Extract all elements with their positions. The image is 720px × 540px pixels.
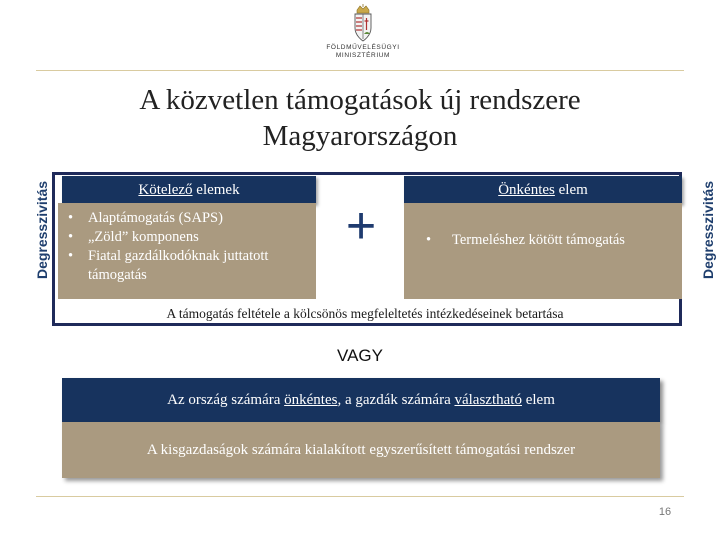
mandatory-item-green: • „Zöld” komponens bbox=[88, 228, 316, 247]
plus-icon: + bbox=[345, 197, 377, 255]
mandatory-item-young-farmers: • Fiatal gazdálkodóknak juttatott támogatás bbox=[88, 247, 316, 285]
voluntary-word: Önkéntes bbox=[498, 182, 555, 198]
ministry-logo bbox=[318, 4, 408, 70]
voluntary-elements-list bbox=[404, 203, 682, 250]
title-line-1: A közvetlen támogatások új rendszere bbox=[139, 84, 581, 116]
page-title bbox=[40, 82, 680, 154]
optional-bar-part-3: elem bbox=[521, 392, 555, 408]
optional-bar-selectable: választható bbox=[454, 392, 522, 408]
title-line-2: Magyarországon bbox=[262, 120, 458, 152]
degressivity-label-right: Degresszivitás bbox=[700, 180, 716, 280]
page-number: 16 bbox=[658, 506, 672, 518]
cross-compliance-condition: A támogatás feltétele a kölcsönös megfeleltetés intézkedéseinek betartása bbox=[166, 306, 564, 321]
mandatory-header-rest: elemek bbox=[192, 182, 240, 198]
logo-line-1: FÖLDMŰVELÉSÜGYI bbox=[326, 44, 400, 51]
logo-line-2: MINISZTÉRIUM bbox=[335, 52, 391, 59]
voluntary-header-rest: elem bbox=[554, 182, 588, 198]
optional-element-bar bbox=[62, 378, 660, 422]
top-divider bbox=[36, 70, 684, 71]
coat-of-arms-icon bbox=[348, 4, 378, 44]
degressivity-label-left: Degresszivitás bbox=[34, 180, 50, 280]
optional-bar-part-2: , a gazdák számára bbox=[337, 392, 455, 408]
bottom-divider bbox=[36, 496, 684, 497]
mandatory-elements-header bbox=[62, 176, 316, 204]
optional-bar-voluntary: önkéntes bbox=[284, 392, 338, 408]
mandatory-word: Kötelező bbox=[138, 182, 193, 198]
or-separator: VAGY bbox=[337, 346, 383, 365]
mandatory-item-saps: • Alaptámogatás (SAPS) bbox=[88, 209, 316, 228]
voluntary-item-coupled-support: • Termeléshez kötött támogatás bbox=[452, 231, 682, 250]
voluntary-element-panel bbox=[404, 203, 682, 299]
optional-bar-part-1: Az ország számára bbox=[167, 392, 285, 408]
voluntary-element-header bbox=[404, 176, 682, 204]
mandatory-elements-list bbox=[58, 203, 316, 285]
small-farmers-scheme-bar: A kisgazdaságok számára kialakított egyszerűsített támogatási rendszer bbox=[62, 422, 660, 478]
mandatory-elements-panel bbox=[58, 203, 316, 299]
